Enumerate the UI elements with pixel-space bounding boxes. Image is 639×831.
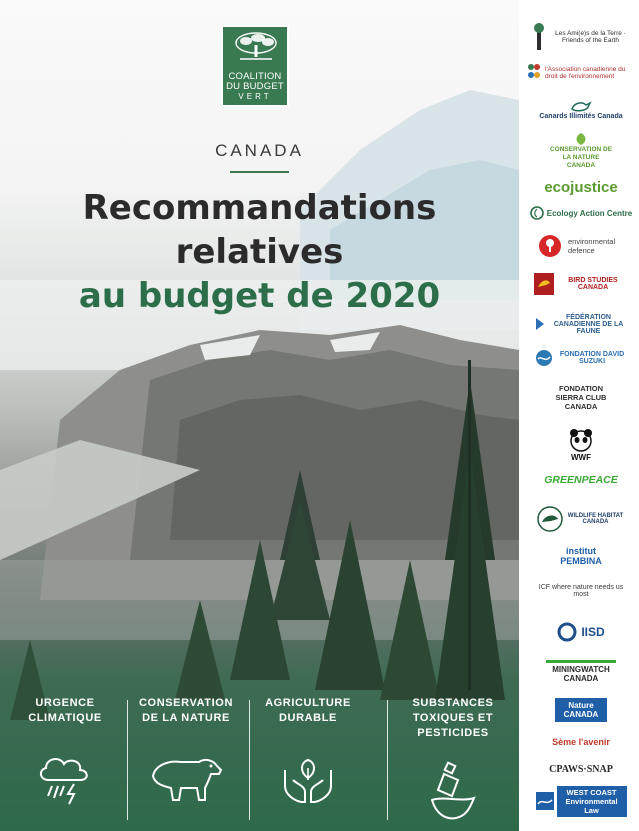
partner-cpaws [527,760,635,778]
partner-ecojustice [527,176,635,198]
partner-text: l'Association canadienne du droit de l'environnement [545,66,626,80]
theme-toxics-line-2: TOXIQUES ET [412,712,494,724]
partner-text: environmental defence [568,237,616,255]
partner-west-coast-environmental-law [527,788,635,814]
theme-climate-line-1: URGENCE [35,697,95,709]
wildlife-mark-icon [534,316,546,332]
wave-circle-icon [535,349,553,367]
partner-greenpeace [527,470,635,490]
title-line-3: au budget de 2020 [78,276,441,316]
partner-sierra-club [527,380,635,414]
tree-logo-icon [232,31,280,63]
wave-icon [536,792,554,810]
hands-sprout-icon [277,746,339,808]
partner-pembina [527,544,635,568]
bear-icon [147,746,225,808]
theme-toxics [393,690,513,831]
partner-text: FONDATION DAVID SUZUKI [559,351,625,365]
partner-text: MININGWATCH CANADA [546,660,616,683]
partner-ducks-unlimited [527,92,635,126]
partner-friends-of-the-earth [527,20,635,54]
partner-nature-conservancy [527,132,635,170]
panda-icon [568,427,594,453]
partner-text: institut PEMBINA [560,546,602,566]
partner-text: WEST COAST Environmental Law [557,786,627,817]
theme-nature-line-1: CONSERVATION [139,697,233,709]
globe-leaf-icon [530,206,544,220]
partner-david-suzuki [527,344,635,372]
partner-text: ICF where nature needs us most [538,584,624,598]
cela-mark-icon [527,63,541,83]
wild-duck-icon [537,506,563,532]
theme-toxics-line-1: SUBSTANCES [412,697,494,709]
partner-environmental-defence [527,230,635,262]
partner-bird-studies-canada [527,270,635,298]
partner-wildlife-habitat-canada [527,500,635,538]
partner-text: FONDATION SIERRA CLUB CANADA [555,383,607,411]
storm-cloud-icon [34,746,96,808]
partner-text: WILDLIFE HABITAT CANADA [567,513,624,525]
country-label: CANADA [215,141,304,160]
person-tree-icon [531,22,547,52]
leaf-icon [573,132,589,146]
partner-miningwatch [527,656,635,686]
title-line-2: relatives [175,232,344,272]
theme-toxics-line-3: PESTICIDES [417,727,489,739]
partner-nature-canada [527,696,635,724]
themes-band [0,690,519,831]
partner-text: CONSERVATION DE LA NATURE CANADA [549,146,613,169]
partner-text: GREENPEACE [544,474,618,486]
theme-climate [5,690,125,831]
partner-text: IISD [581,625,605,639]
title-divider [230,171,289,173]
partner-text: BIRD STUDIES CANADA [568,277,618,291]
partner-text: WWF [571,452,591,462]
partner-icf [527,576,635,606]
bird-icon [534,273,554,295]
partner-canadian-wildlife-federation [527,312,635,336]
duck-icon [570,99,592,113]
coalition-logo [221,25,289,107]
partner-text: Les Ami(e)s de la Terre · Friends of the Earth [555,30,626,44]
theme-divider [387,700,388,820]
partner-text: Sème l'avenir [552,737,610,747]
title-line-1: Recommandations [82,188,437,228]
partner-text: Canards Illimités Canada [539,112,623,120]
partners-sidebar [519,0,639,831]
spilled-bottle-icon [422,760,484,822]
tree-circle-icon [538,234,562,258]
coalition-line-2: DU BUDGET [226,81,284,92]
coalition-line-3: VERT [238,92,272,101]
theme-agriculture-line-1: AGRICULTURE [265,697,351,709]
partner-text: Nature CANADA [555,698,607,722]
theme-climate-line-2: CLIMATIQUE [28,712,102,724]
partner-text: FÉDÉRATION CANADIENNE DE LA FAUNE [553,313,624,335]
theme-nature [126,690,246,831]
theme-nature-line-2: DE LA NATURE [142,712,230,724]
coalition-line-1: COALITION [228,71,282,82]
partner-text: Ecology Action Centre [546,208,633,218]
partner-wwf [527,424,635,464]
partner-text: CPAWS·SNAP [549,763,613,775]
theme-agriculture-line-2: DURABLE [279,712,337,724]
partner-ecology-action-centre [527,204,635,222]
partner-cela [527,60,635,86]
partner-text: ecojustice [544,178,618,196]
theme-agriculture [248,690,368,831]
partner-seme-lavenir [527,734,635,750]
partner-iisd [527,618,635,646]
iisd-ring-icon [557,622,577,642]
